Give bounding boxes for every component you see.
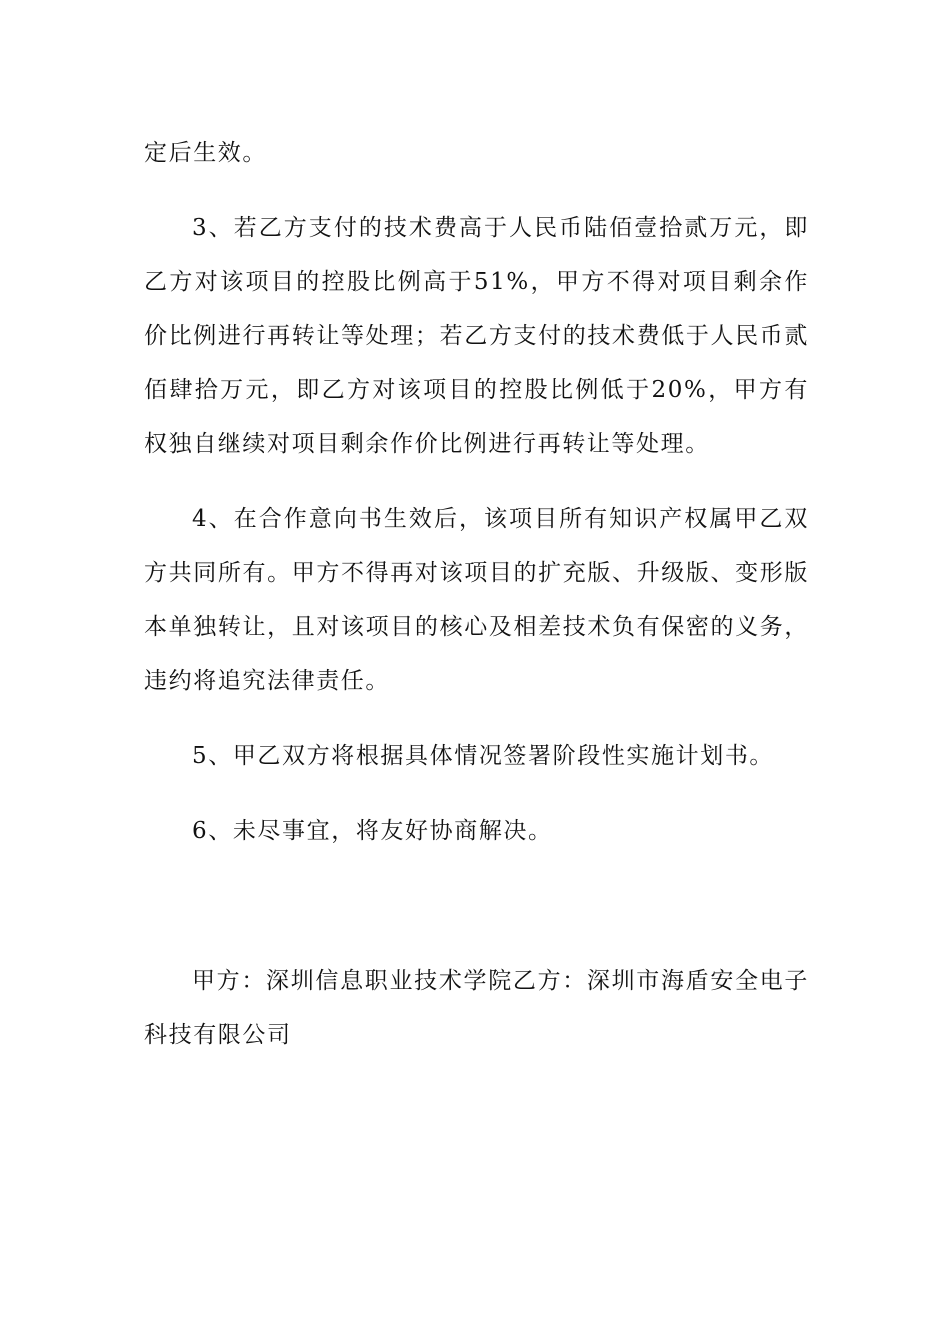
paragraph-clause-5: 5、甲乙双方将根据具体情况签署阶段性实施计划书。	[192, 743, 775, 769]
paragraph-clause-3: 3、若乙方支付的技术费高于人民币陆佰壹拾贰万元，即乙方对该项目的控股比例高于51%，甲方不得对项目剩余作价比例进行再转让等处理；若乙方支付的技术费低于人民币贰佰肆拾万元，即乙方对该项目的控股比例低于20%，甲方有权独自继续对项目剩余作价比例进行再转让等处理。	[144, 215, 809, 457]
paragraph-clause-4: 4、在合作意向书生效后，该项目所有知识产权属甲乙双方共同所有。甲方不得再对该项目的扩充版、升级版、变形版本单独转让，且对该项目的核心及相差技术负有保密的义务，违约将追究法律责任。	[144, 506, 809, 694]
document-body	[144, 126, 809, 1083]
section-spacer	[144, 879, 809, 954]
signature-line: 甲方：深圳信息职业技术学院乙方：深圳市海盾安全电子科技有限公司	[144, 968, 809, 1048]
paragraph-clause-6: 6、未尽事宜，将友好协商解决。	[192, 818, 553, 844]
paragraph-continuation: 定后生效。	[144, 140, 267, 166]
